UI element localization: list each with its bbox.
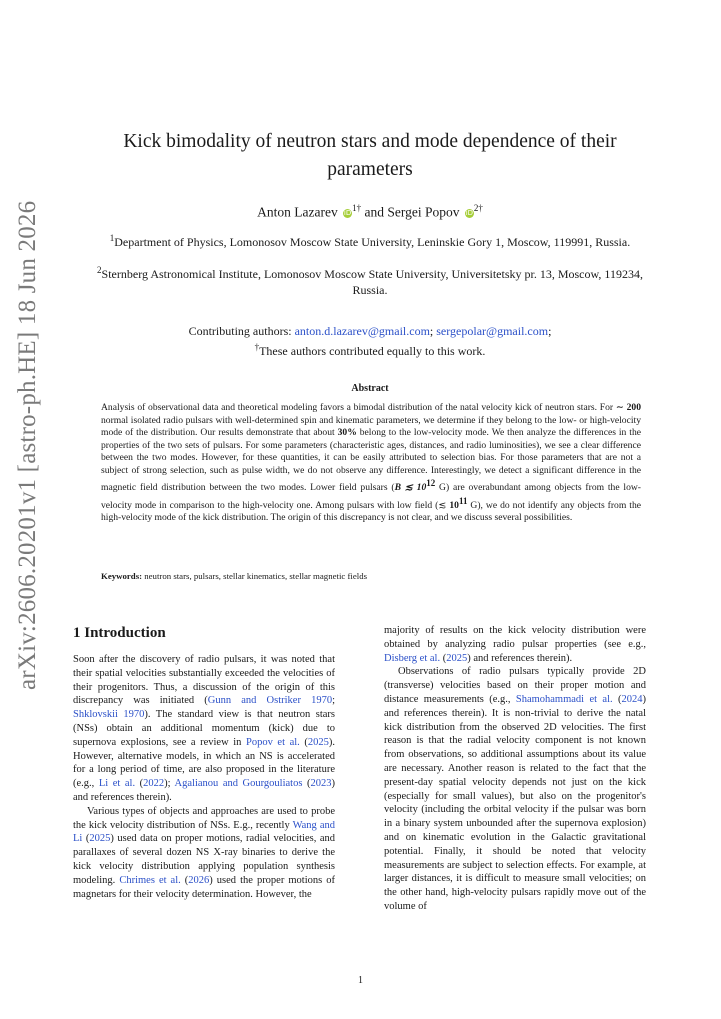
affiliation	[90, 262, 650, 298]
text-fragment: ) and references therein). It is non-trivial to derive the natal kick distribution from the observed 2D velocities. The first reason is that the radial velocity component is not known from observations, so additional assumptions about its value are necessary. Another reason is related to the fact that the present-day spatial velocity depends not just on the kick (especially for small values), but also on the progenitor's velocity (including the orbital velocity if the pulsar was born in a binary system unbounded after the supernova explosion) and on kinematic evolution in the Galactic gravitational potential. Finally, it should be noted that velocity measurements are subject to selection effects. For example, at larger distances, it is difficult to measure small velocities; on the other hand, high-velocity pulsars rapidly move out of the volume of	[384, 693, 646, 912]
abstract-exponent: 11	[458, 495, 468, 506]
text-fragment: (	[135, 778, 144, 790]
text-fragment: (	[180, 874, 189, 886]
arxiv-identifier: arXiv:2606.20201v1 [astro-ph.HE] 18 Jun 2026	[14, 200, 41, 690]
abstract-exponent: 12	[426, 478, 436, 488]
text-fragment: ) and references therein).	[73, 778, 335, 803]
text-fragment: (	[440, 652, 447, 664]
text-fragment: ) used the proper motions of magnetars for their velocity determination. However, the	[73, 874, 335, 900]
abstract-math: B ≲ 10	[394, 482, 427, 494]
text-fragment: Various types of objects and approaches are used to probe the kick velocity distribution of NSs. E.g., recently	[73, 805, 335, 831]
author-name[interactable]: Sergei Popov	[387, 204, 460, 220]
paragraph	[384, 624, 646, 665]
text-fragment: Observations of radio pulsars typically provide 2D (transverse) velocities based on their proper motion and distance measurements (e.g.,	[384, 666, 646, 705]
right-column	[384, 624, 646, 914]
abstract-bold: ∼ 200	[615, 402, 642, 413]
text-fragment: (	[82, 833, 90, 845]
citation-link[interactable]: 2023	[310, 778, 332, 790]
author-affiliation-mark: 1†	[352, 203, 362, 213]
author-conjunction: and	[364, 204, 384, 220]
abstract-fragment: belong to the low-velocity mode. We then analyze the differences in the properties of the two sets of pulsars. For some parameters (characteristic ages, distances, and radio luminosities), we see a clear difference between the two modes. However, for these quantities, it can be easily attributed to selection bias. For those parameters that are not a subject of strong selection, such as pulse width, we do not observe any difference. Interestingly, we detect a significant difference in the magnetic field distribution between the two modes. Lower field pulsars (	[101, 427, 641, 494]
abstract-bold: 10	[449, 499, 459, 511]
left-column	[73, 624, 335, 901]
affiliation-text: Sternberg Astronomical Institute, Lomonosov Moscow State University, Universitetsky pr. 13, Moscow, 119234, Russia.	[101, 267, 643, 297]
text-fragment: ). The standard view is that neutron stars (NSs) obtain an additional momentum (kick) due to supernova explosions, see a review in	[73, 709, 335, 748]
orcid-icon[interactable]: iD	[465, 208, 474, 217]
affiliation-text: Department of Physics, Lomonosov Moscow State University, Leninskie Gory 1, Moscow, 119991, Russia.	[114, 235, 631, 249]
text-fragment: Soon after the discovery of radio pulsars, it was noted that their spatial velocities substantially exceeded the velocities of their progenitors. Thus, a discussion of the origin of this discrepancy was initiated (	[73, 654, 335, 707]
paragraph	[384, 665, 646, 913]
citation-link[interactable]: Popov et al.	[246, 736, 300, 748]
citation-link[interactable]: Shamohammadi et al.	[515, 693, 613, 705]
text-fragment: ). However, alternative models, in which an NS is accelerated for a long period of time, are also proposed in the literature (e.g.,	[73, 736, 336, 790]
abstract-fragment: Analysis of observational data and theoretical modeling favors a bimodal distribution of the natal velocity kick of neutron stars. For	[101, 402, 616, 413]
text-fragment: ) and references therein).	[467, 652, 573, 664]
citation-link[interactable]: 2026	[188, 874, 210, 886]
orcid-icon[interactable]: iD	[343, 208, 352, 217]
text-fragment: ) used data on proper motions, radial velocities, and parallaxes of several dozen NS X-ray binaries to derive the kick velocity distribution applying population synthesis modeling.	[73, 833, 335, 886]
separator: ;	[548, 324, 552, 338]
citation-link[interactable]: Li et al.	[98, 778, 136, 790]
separator: ;	[429, 324, 434, 338]
author-name[interactable]: Anton Lazarev	[257, 204, 338, 220]
text-fragment: (	[299, 736, 308, 748]
citation-link[interactable]: 2022	[143, 778, 165, 790]
paragraph	[73, 805, 335, 902]
affiliation-number: 1	[109, 233, 115, 243]
paper-title: Kick bimodality of neutron stars and mode dependence of their parameters	[123, 131, 617, 180]
text-fragment: majority of results on the kick velocity distribution were obtained by analyzing radio pulsar properties (see e.g.,	[384, 625, 646, 650]
keywords	[101, 571, 641, 581]
keywords-label: Keywords:	[101, 571, 143, 581]
abstract-bold: 30%	[337, 427, 357, 438]
abstract-fragment: normal isolated radio pulsars with well-determined spin and kinematic parameters, we determine if they belong to the low- or high-velocity mode of the distribution. Our results demonstrate that about	[101, 414, 641, 438]
author-affiliation-mark: 2†	[473, 203, 483, 213]
abstract-fragment: G) are overabundant among objects from the low-velocity mode in comparison to the high-velocity one. Among pulsars with low field (≲	[101, 482, 642, 511]
paragraph	[73, 653, 335, 805]
text-fragment: ;	[332, 695, 336, 707]
citation-link[interactable]: Disberg et al.	[384, 652, 441, 664]
email-link[interactable]: sergepolar@gmail.com	[436, 324, 549, 338]
contributing-label: Contributing authors:	[188, 324, 292, 338]
abstract-text	[101, 402, 641, 525]
citation-link[interactable]: 2025	[307, 736, 329, 748]
author-list	[90, 203, 650, 221]
affiliation	[90, 230, 650, 250]
citation-link[interactable]: Shklovskii 1970	[73, 709, 145, 721]
abstract-fragment: G), we do not identify any objects from the high-velocity mode of the kick distribution. The origin of this discrepancy is not clear, and we discuss several possibilities.	[101, 499, 642, 524]
text-fragment: );	[164, 778, 175, 790]
affiliation-number: 2	[97, 265, 102, 275]
page-number: 1	[358, 975, 363, 986]
citation-link[interactable]: Chrimes et al.	[119, 874, 181, 886]
citation-link[interactable]: 2024	[621, 693, 643, 705]
section-heading: 1 Introduction	[73, 625, 166, 641]
email-link[interactable]: anton.d.lazarev@gmail.com	[294, 324, 430, 338]
keywords-text: neutron stars, pulsars, stellar kinematics, stellar magnetic fields	[142, 571, 368, 581]
dagger-mark: †	[254, 342, 260, 352]
citation-link[interactable]: Gunn and Ostriker 1970	[207, 695, 333, 707]
text-fragment: (	[612, 693, 622, 705]
abstract-heading: Abstract	[351, 383, 389, 394]
equal-contribution-note: These authors contributed equally to this work.	[259, 344, 486, 358]
citation-link[interactable]: Agalianou and Gourgouliatos	[174, 778, 303, 790]
text-fragment: (	[302, 778, 311, 790]
citation-link[interactable]: 2025	[89, 833, 111, 845]
citation-link[interactable]: 2025	[446, 652, 468, 664]
contributing-authors	[90, 323, 650, 359]
citation-link[interactable]: Wang and Li	[73, 819, 335, 845]
